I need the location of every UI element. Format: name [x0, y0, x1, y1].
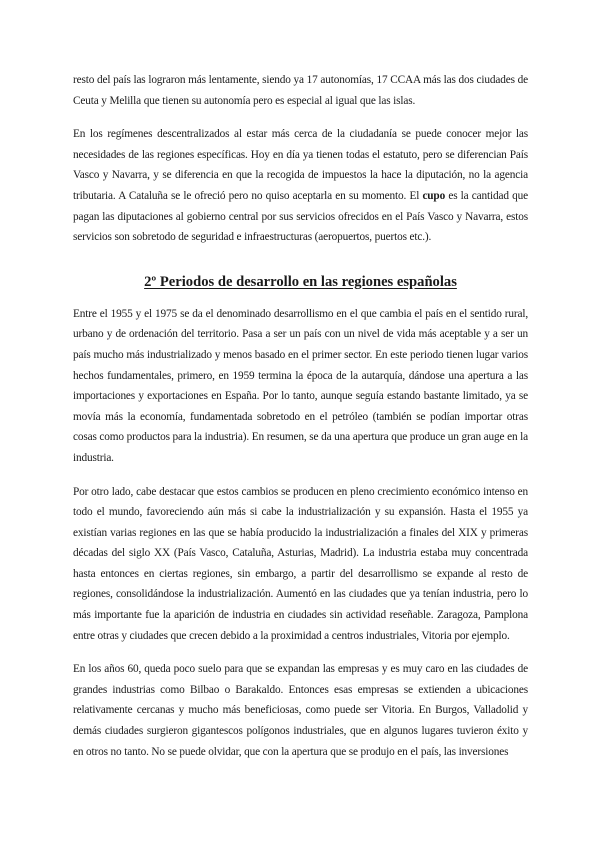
paragraph-text-after-bold: es la cantidad que pagan las diputaciones al gobierno central por sus servicios ofrecidos en el País Vasco y Navarra, estos servicios son sobretodo de seguridad e infraestructuras (aeropuertos, puertos etc.).: [73, 189, 528, 244]
paragraph-desarrollismo: Entre el 1955 y el 1975 se da el denominado desarrollismo en el que cambia el país en el sentido rural, urbano y de ordenación del territorio. Pasa a ser un país con un nivel de vida más aceptable y a ser un país mucho más industrializado y menos basado en el primer sector. En este periodo tienen lugar varios hechos fundamentales, primero, en 1959 termina la época de la autarquía, dándose una apertura a las importaciones y exportaciones en España. Por lo tanto, aunque seguía estando bastante limitado, ya se movía más la economía, fundamentada sobretodo en el petróleo (también se podían importar otras cosas como productos para la industria). En resumen, se da una apertura que produce un gran auge en la industria.: [73, 307, 528, 464]
paragraph-anos-60: En los años 60, queda poco suelo para que se expandan las empresas y es muy caro en las ciudades de grandes industrias como Bilbao o Barakaldo. Entonces esas empresas se extienden a ubicaciones relativamente cercanas y mucho más beneficiosas, como puede ser Vitoria. En Burgos, Valladolid y demás ciudades surgieron gigantescos polígonos industriales, que en algunos lugares tuvieron éxito y en otros no tanto. No se puede olvidar, que con la apertura que se produjo en el país, las inversiones: [73, 663, 528, 758]
document-page: [73, 70, 528, 775]
paragraph-autonomias: resto del país las lograron más lentamente, siendo ya 17 autonomías, 17 CCAA más las dos ciudades de Ceuta y Melilla que tienen su autonomía pero es especial al igual que las islas.: [73, 74, 528, 107]
paragraph-crecimiento-economico: Por otro lado, cabe destacar que estos cambios se producen en pleno crecimiento económico intenso en todo el mundo, favoreciendo aún más si cabe la industrialización y su expansión. Hasta el 1955 ya existían varias regiones en las que se había producido la industrialización a finales del XIX y primeras décadas del siglo XX (País Vasco, Cataluña, Asturias, Madrid). La industria estaba muy concentrada hasta entonces en ciertas regiones, sin embargo, a partir del desarrollismo se expande al resto de regiones, consolidándose la industrialización. Aumentó en las ciudades que ya tenían industria, pero lo más importante fue la aparición de industria en ciudades sin actividad reseñable. Zaragoza, Pamplona entre otras y ciudades que crecen debido a la proximidad a centros industriales, Vitoria por ejemplo.: [73, 485, 528, 642]
paragraph-text-before-bold: En los regímenes descentralizados al estar más cerca de la ciudadanía se puede conocer mejor las necesidades de las regiones específicas. Hoy en día ya tienen todas el estatuto, pero se diferencian País Vasco y Navarra, y se diferencia en que la recogida de impuestos la hace la diputación, no la agencia tributaria. A Cataluña se le ofreció pero no quiso aceptarla en su momento. El: [73, 128, 528, 202]
section-heading: 2º Periodos de desarrollo en las regiones españolas: [144, 273, 457, 290]
paragraph-regimenes-descentralizados: [73, 124, 528, 248]
bold-term-cupo: cupo: [422, 189, 446, 202]
